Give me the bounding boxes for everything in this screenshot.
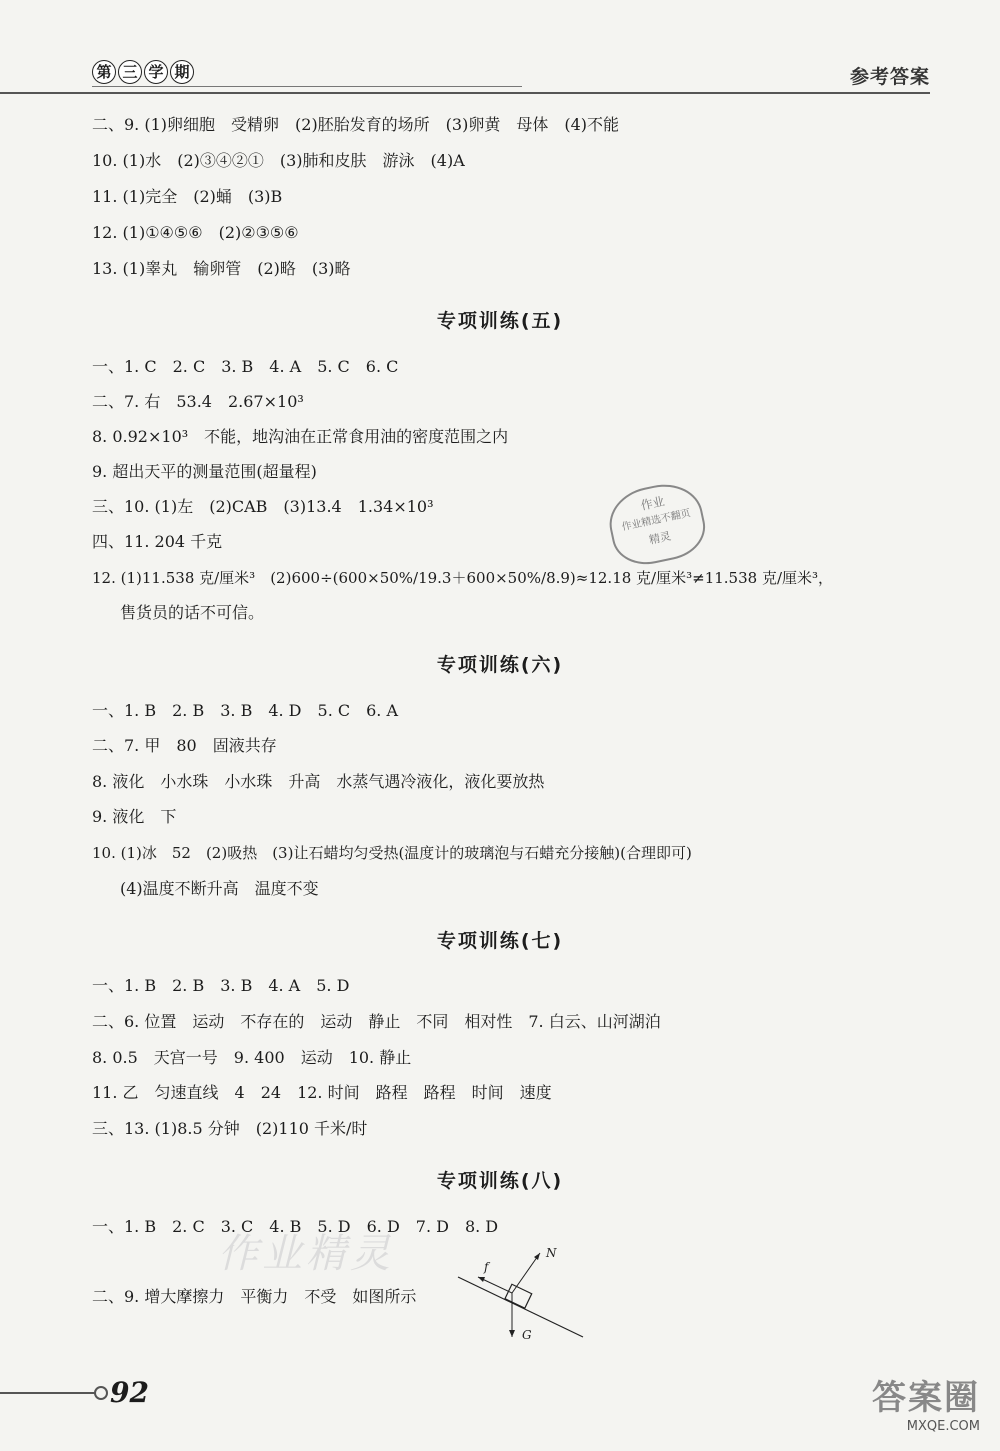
answer-line: 11. (1)完全 (2)蛹 (3)B xyxy=(92,187,283,206)
answer-line: 售货员的话不可信。 xyxy=(120,603,265,622)
header-char: 期 xyxy=(170,60,194,84)
header-answer-title: 参考答案 xyxy=(849,66,930,88)
header-divider-thin xyxy=(92,86,522,87)
answer-line: 二、9. (1)卵细胞 受精卵 (2)胚胎发育的场所 (3)卵黄 母体 (4)不能 xyxy=(92,115,620,134)
answer-line: (4)温度不断升高 温度不变 xyxy=(120,879,319,898)
answer-line: 13. (1)睾丸 输卵管 (2)略 (3)略 xyxy=(92,259,351,278)
section-title: 专项训练(五) xyxy=(436,310,564,332)
stamp-text: 作业精选不翻页 xyxy=(620,507,692,534)
section-title: 专项训练(六) xyxy=(436,654,564,676)
label-n: N xyxy=(546,1246,557,1260)
section-title: 专项训练(八) xyxy=(436,1170,564,1192)
corner-logo xyxy=(820,1370,980,1434)
answer-line: 9. 超出天平的测量范围(超量程) xyxy=(92,462,317,481)
header-term-badge xyxy=(92,60,194,84)
answer-line: 8. 0.5 天宫一号 9. 400 运动 10. 静止 xyxy=(92,1048,412,1067)
logo-text: 答案圈 xyxy=(872,1378,980,1418)
answer-line: 一、1. B 2. B 3. B 4. A 5. D xyxy=(92,976,350,995)
answer-line: 一、1. C 2. C 3. B 4. A 5. C 6. C xyxy=(92,357,399,376)
arrowhead xyxy=(478,1277,485,1282)
answer-line: 一、1. B 2. C 3. C 4. B 5. D 6. D 7. D 8. D xyxy=(92,1217,499,1236)
answer-line: 二、6. 位置 运动 不存在的 运动 静止 不同 相对性 7. 白云、山河湖泊 xyxy=(92,1012,661,1031)
arrowhead xyxy=(509,1330,515,1337)
page-number: 92 xyxy=(110,1376,149,1409)
answer-line: 二、7. 甲 80 固液共存 xyxy=(92,736,277,755)
answer-line: 三、10. (1)左 (2)CAB (3)13.4 1.34×10³ xyxy=(92,497,434,516)
normal-force-arrow xyxy=(512,1253,540,1293)
header-divider xyxy=(0,92,930,94)
incline-surface xyxy=(458,1277,583,1337)
answer-line: 四、11. 204 千克 xyxy=(92,532,223,551)
header-char: 三 xyxy=(118,60,142,84)
answer-line: 10. (1)冰 52 (2)吸热 (3)让石蜡均匀受热(温度计的玻璃泡与石蜡充分接触)(合理即可) xyxy=(92,844,692,862)
answer-line: 9. 液化 下 xyxy=(92,807,177,826)
header-char: 学 xyxy=(144,60,168,84)
footer-dot xyxy=(94,1386,108,1400)
footer-rule xyxy=(0,1392,96,1394)
stamp-text: 作业 xyxy=(639,494,666,513)
logo-domain: MXQE.COM xyxy=(906,1419,980,1434)
block xyxy=(505,1284,532,1308)
stamp-text: 精灵 xyxy=(647,529,673,547)
label-g: G xyxy=(522,1328,532,1342)
answer-line: 8. 液化 小水珠 小水珠 升高 水蒸气遇冷液化，液化要放热 xyxy=(92,772,545,791)
homework-stamp xyxy=(603,477,711,571)
answer-line: 一、1. B 2. B 3. B 4. D 5. C 6. A xyxy=(92,701,399,720)
answer-line: 8. 0.92×10³ 不能，地沟油在正常食用油的密度范围之内 xyxy=(92,427,509,446)
answer-line: 11. 乙 匀速直线 4 24 12. 时间 路程 路程 时间 速度 xyxy=(92,1083,552,1102)
arrowhead xyxy=(534,1253,540,1260)
answer-line: 12. (1)①④⑤⑥ (2)②③⑤⑥ xyxy=(92,223,299,242)
answer-line: 三、13. (1)8.5 分钟 (2)110 千米/时 xyxy=(92,1119,368,1138)
force-diagram xyxy=(448,1245,588,1345)
label-f: f xyxy=(484,1260,489,1274)
header-char: 第 xyxy=(92,60,116,84)
answer-line: 12. (1)11.538 克/厘米³ (2)600÷(600×50%/19.3＋600×50%/8.9)≈12.18 克/厘米³≠11.538 克/厘米³， xyxy=(92,569,834,587)
answer-line: 二、7. 右 53.4 2.67×10³ xyxy=(92,392,304,411)
answer-line: 10. (1)水 (2)③④②① (3)肺和皮肤 游泳 (4)A xyxy=(92,151,465,170)
answer-line: 二、9. 增大摩擦力 平衡力 不受 如图所示 xyxy=(92,1287,417,1306)
watermark-text: 作业精灵 xyxy=(218,1231,394,1277)
section-title: 专项训练(七) xyxy=(436,930,564,952)
